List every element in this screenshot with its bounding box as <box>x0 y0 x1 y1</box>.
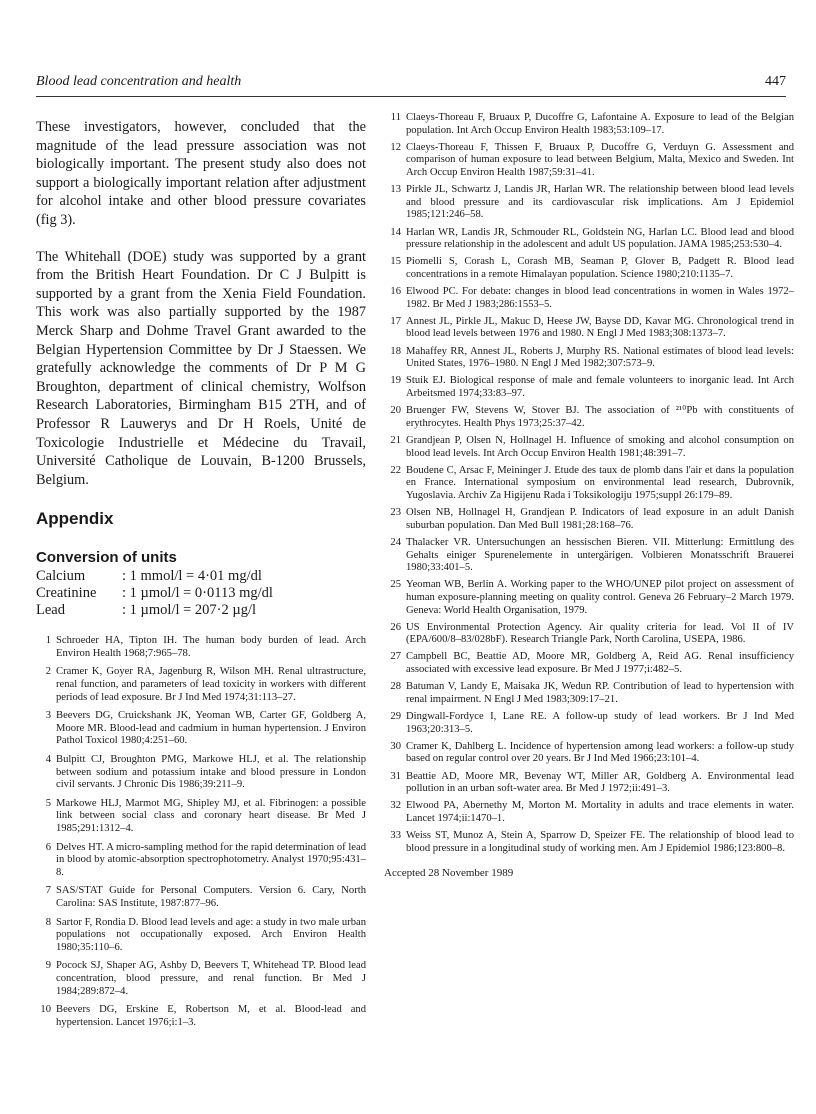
reference-number: 1 <box>45 635 51 647</box>
reference-item <box>384 184 794 222</box>
conversion-table <box>36 568 273 619</box>
reference-text: Beevers DG, Erskine E, Robertson M, et al. Blood-lead and hypertension. Lancet 1976;i:1–3. <box>56 1004 366 1028</box>
reference-number: 9 <box>45 960 51 972</box>
reference-number: 26 <box>390 621 401 633</box>
conversion-quantity: Creatinine <box>36 585 97 602</box>
reference-item <box>384 800 794 825</box>
reference-item <box>384 346 794 371</box>
reference-number: 14 <box>390 226 401 238</box>
reference-text: Dingwall-Fordyce I, Lane RE. A follow-up study of lead workers. Br J Ind Med 1963;20:313–5. <box>406 711 794 735</box>
reference-text: Claeys-Thoreau F, Bruaux P, Ducoffre G, Lafontaine A. Exposure to lead of the Belgian population. Int Arch Occup Environ Health 1983;53:109–17. <box>406 112 794 136</box>
reference-number: 13 <box>390 184 401 196</box>
reference-item <box>36 1004 366 1029</box>
reference-text: Sartor F, Rondia D. Blood lead levels and age: a study in two male urban populations not occupationally exposed. Arch Environ Health 1980;35:110–6. <box>56 916 366 953</box>
reference-text: Pirkle JL, Schwartz J, Landis JR, Harlan WR. The relationship between blood lead levels and blood pressure and its cardiovascular risk implications. Am J Epidemiol 1985;121:246–58. <box>406 184 794 221</box>
reference-text: Weiss ST, Munoz A, Stein A, Sparrow D, Speizer FE. The relationship of blood lead to blood pressure in a longitudinal study of working men. Am J Epidemiol 1986;123:800–8. <box>406 830 794 854</box>
reference-text: Piomelli S, Corash L, Corash MB, Seaman P, Glover B, Padgett R. Blood lead concentrations in a remote Himalayan population. Science 1980;210:1135–7. <box>406 256 794 280</box>
reference-item <box>384 537 794 575</box>
reference-text: Cramer K, Dahlberg L. Incidence of hypertension among lead workers: a follow-up study based on regular control over 20 years. Br J Ind Med 1966;23:101–4. <box>406 740 794 765</box>
conversion-heading: Conversion of units <box>36 549 177 567</box>
page-header <box>36 74 786 96</box>
reference-text: Annest JL, Pirkle JL, Makuc D, Heese JW, Bayse DD, Kavar MG. Chronological trend in blood lead levels between 1976 and 1980. N Engl J Med 1983;308:1373–7. <box>406 315 794 340</box>
reference-item <box>384 375 794 400</box>
reference-item <box>36 842 366 880</box>
reference-item <box>36 666 366 704</box>
reference-item <box>384 227 794 252</box>
reference-text: Elwood PC. For debate: changes in blood lead concentrations in women in Wales 1972–1982. Br Med J 1983;286:1553–5. <box>406 286 794 310</box>
reference-item <box>384 142 794 180</box>
reference-item <box>36 960 366 998</box>
reference-text: Bulpitt CJ, Broughton PMG, Markowe HLJ, et al. The relationship between sodium and potassium intake and blood pressure in London civil servants. J Chronic Dis 1986;39:211–9. <box>56 754 366 791</box>
reference-number: 31 <box>390 770 401 782</box>
accepted-date: Accepted 28 November 1989 <box>384 867 514 880</box>
reference-item <box>384 579 794 617</box>
left-column <box>36 118 366 1035</box>
page-number: 447 <box>765 74 786 89</box>
conversion-quantity: Lead <box>36 602 65 619</box>
reference-number: 32 <box>390 800 401 812</box>
appendix-heading: Appendix <box>36 509 114 529</box>
reference-number: 22 <box>390 464 401 476</box>
reference-text: Bruenger FW, Stevens W, Stover BJ. The association of ²¹⁰Pb with constituents of erythrocytes. Health Phys 1973;25:37–42. <box>406 405 794 429</box>
reference-number: 33 <box>390 830 401 842</box>
reference-number: 29 <box>390 711 401 723</box>
reference-text: Claeys-Thoreau F, Thissen F, Bruaux P, Ducoffre G, Verduyn G. Assessment and comparison of human exposure to lead between Belgium, Malta, Mexico and Sweden. Int Arch Occup Environ Health 1987;59:31–41. <box>406 141 794 178</box>
reference-item <box>36 635 366 660</box>
reference-text: Stuik EJ. Biological response of male and female volunteers to inorganic lead. Int Arch Arbeitsmed 1974;33:83–97. <box>406 375 794 400</box>
reference-item <box>384 256 794 281</box>
reference-text: Yeoman WB, Berlin A. Working paper to the WHO/UNEP pilot project on assessment of human exposure-planning meeting on quality control. Geneva 26 February–2 March 1979. Geneva: World Health Organisation, 1979. <box>406 579 794 616</box>
reference-text: SAS/STAT Guide for Personal Computers. Version 6. Cary, North Carolina: SAS Institute, 1987:877–96. <box>56 885 366 909</box>
reference-list-right <box>384 112 794 855</box>
conversion-row <box>36 602 273 619</box>
reference-number: 23 <box>390 507 401 519</box>
reference-number: 24 <box>390 536 401 548</box>
reference-number: 16 <box>390 286 401 298</box>
reference-text: Campbell BC, Beattie AD, Moore MR, Goldberg A, Reid AG. Renal insufficiency associated with excessive lead exposure. Br Med J 1977;i:482–5. <box>406 651 794 676</box>
conversion-row <box>36 585 273 602</box>
reference-item <box>384 405 794 430</box>
reference-text: Cramer K, Goyer RA, Jagenburg R, Wilson MH. Renal ultrastructure, renal function, and parameters of lead toxicity in workers with different periods of lead exposure. Br J Ind Med 1974;31:113–27. <box>56 666 366 703</box>
reference-item <box>384 435 794 460</box>
reference-number: 3 <box>45 710 51 722</box>
reference-item <box>36 754 366 792</box>
reference-text: Delves HT. A micro-sampling method for the rapid determination of lead in blood by atomic-absorption spectrophotometry. Analyst 1970;95:431–8. <box>56 841 366 878</box>
conversion-value: : 1 µmol/l = 0·0113 mg/dl <box>122 585 273 602</box>
conversion-row <box>36 568 273 585</box>
reference-text: Grandjean P, Olsen N, Hollnagel H. Influence of smoking and alcohol consumption on blood lead levels. Int Arch Occup Environ Health 1981;48:391–7. <box>406 435 794 459</box>
reference-number: 5 <box>45 797 51 809</box>
reference-item <box>384 112 794 137</box>
reference-text: Beevers DG, Cruickshank JK, Yeoman WB, Carter GF, Goldberg A, Moore MR. Blood-lead and cadmium in human hypertension. J Environ Pathol Toxicol 1980;4:251–60. <box>56 710 366 747</box>
reference-text: Schroeder HA, Tipton IH. The human body burden of lead. Arch Environ Health 1968;7:965–78. <box>56 635 366 659</box>
reference-text: Mahaffey RR, Annest JL, Roberts J, Murphy RS. National estimates of blood lead levels: United States, 1976–1980. N Engl J Med 1982;307:573–9. <box>406 345 794 370</box>
reference-number: 10 <box>40 1004 51 1016</box>
reference-text: US Environmental Protection Agency. Air quality criteria for lead. Vol II of IV (EPA/600/8–83/028bF). Research Triangle Park, North Carolina, USEPA, 1986. <box>406 621 794 646</box>
body-paragraph: These investigators, however, concluded that the magnitude of the lead pressure association was not biologically important. The present study also does not support a biologically important relation after adjustment for alcohol intake and other blood pressure covariates (fig 3). <box>36 119 366 228</box>
reference-text: Harlan WR, Landis JR, Schmouder RL, Goldstein NG, Harlan LC. Blood lead and blood pressure relationship in the adolescent and adult US population. JAMA 1985;253:530–4. <box>406 226 794 251</box>
reference-number: 17 <box>390 315 401 327</box>
reference-text: Olsen NB, Hollnagel H, Grandjean P. Indicators of lead exposure in an adult Danish suburban population. Dan Med Bull 1981;28:168–76. <box>406 507 794 531</box>
reference-number: 15 <box>390 256 401 268</box>
reference-item <box>384 681 794 706</box>
reference-number: 30 <box>390 740 401 752</box>
reference-list-left <box>36 635 366 1029</box>
reference-number: 25 <box>390 579 401 591</box>
reference-item <box>384 316 794 341</box>
reference-text: Pocock SJ, Shaper AG, Ashby D, Beevers T, Whitehead TP. Blood lead concentration, blood pressure, and renal function. Br Med J 1984;289:872–4. <box>56 960 366 997</box>
reference-item <box>36 798 366 836</box>
acknowledgement-paragraph: The Whitehall (DOE) study was supported by a grant from the British Heart Foundation. Dr C J Bulpitt is supported by a grant from the Xenia Field Foundation. This work was also partially supported by the 1987 Merck Sharp and Dohme Travel Grant awarded to the Belgian Hypertension Committee by Dr J Staessen. We gratefully acknowledge the comments of Dr P M G Broughton, department of clinical chemistry, Wolfson Research Laboratories, Birmingham B15 2TH, and of Professor R Lauwerys and Dr H Roels, Unité de Toxicologie Industrielle et Médecine du Travail, Université Catholique de Louvain, B-1200 Brussels, Belgium. <box>36 248 366 488</box>
reference-item <box>384 771 794 796</box>
reference-item <box>384 830 794 855</box>
right-column <box>384 112 794 879</box>
reference-number: 27 <box>390 651 401 663</box>
reference-number: 20 <box>390 405 401 417</box>
reference-number: 18 <box>390 345 401 357</box>
reference-item <box>384 286 794 311</box>
reference-item <box>384 711 794 736</box>
reference-number: 6 <box>45 841 51 853</box>
conversion-quantity: Calcium <box>36 568 86 585</box>
reference-number: 11 <box>390 112 401 123</box>
reference-text: Boudene C, Arsac F, Meininger J. Etude des taux de plomb dans l'air et dans la population en France. International symposium on environmental lead research, Dubrovnik, Yugoslavia. Archiv Za Higijenu Rada i Toksikologiju 1975;suppl 26:179–89. <box>406 464 794 501</box>
reference-number: 4 <box>45 754 51 766</box>
reference-number: 12 <box>390 141 401 153</box>
reference-number: 2 <box>45 666 51 678</box>
reference-item <box>384 507 794 532</box>
reference-item <box>36 885 366 910</box>
reference-text: Markowe HLJ, Marmot MG, Shipley MJ, et al. Fibrinogen: a possible link between social class and coronary heart disease. Br Med J 1985;291:1312–4. <box>56 797 366 834</box>
reference-item <box>36 917 366 955</box>
reference-number: 28 <box>390 681 401 693</box>
reference-number: 19 <box>390 375 401 387</box>
header-rule <box>36 96 786 97</box>
reference-text: Elwood PA, Abernethy M, Morton M. Mortality in adults and trace elements in water. Lancet 1974;ii:1470–1. <box>406 800 794 824</box>
conversion-value: : 1 µmol/l = 207·2 µg/l <box>122 602 257 619</box>
reference-number: 8 <box>45 916 51 928</box>
reference-item <box>384 651 794 676</box>
reference-number: 21 <box>390 435 401 446</box>
reference-item <box>384 622 794 647</box>
reference-item <box>36 710 366 748</box>
reference-number: 7 <box>45 885 51 897</box>
conversion-value: : 1 mmol/l = 4·01 mg/dl <box>122 568 262 585</box>
reference-text: Thalacker VR. Untersuchungen an hessischen Bieren. VII. Mitterlung: Ermittlung des Gehalts einiger Spurenelemente in untergärigen. Volbieren Monatsschrift Brauerei 1980;33:401–5. <box>406 536 794 574</box>
running-title: Blood lead concentration and health <box>36 74 242 89</box>
reference-item <box>384 741 794 766</box>
reference-text: Batuman V, Landy E, Maisaka JK, Wedun RP. Contribution of lead to hypertension with renal impairment. N Engl J Med 1983;309:17–21. <box>406 681 794 705</box>
reference-text: Beattie AD, Moore MR, Bevenay WT, Miller AR, Goldberg A. Environmental lead pollution in an urban soft-water area. Br Med J 1972;ii:491–3. <box>406 770 794 795</box>
reference-item <box>384 465 794 503</box>
